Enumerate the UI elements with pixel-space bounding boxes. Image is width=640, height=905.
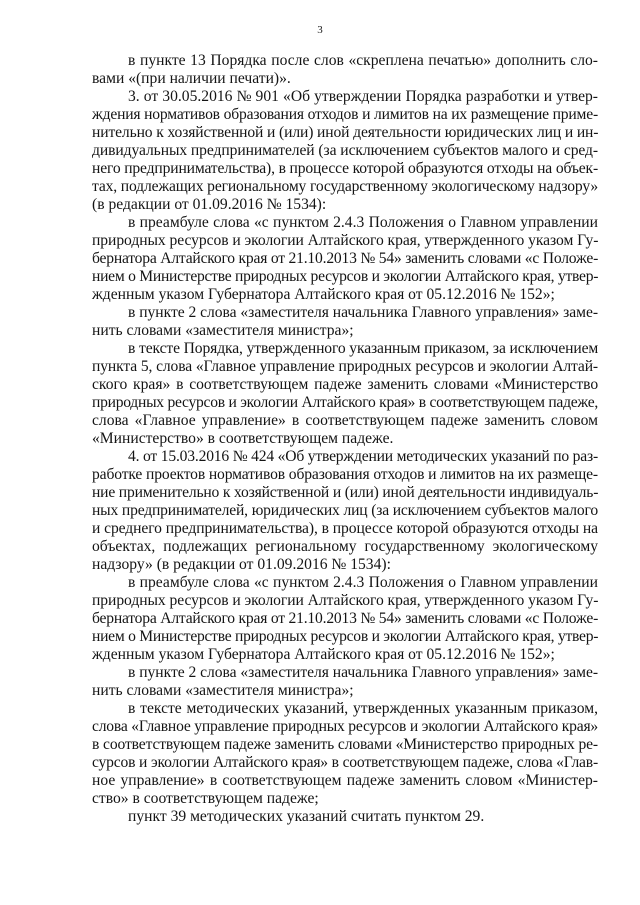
paragraph bbox=[92, 808, 598, 826]
text-line: ние применительно к хозяйственной и (или) иной деятельности индивидуаль- bbox=[92, 484, 599, 501]
page-number: 3 bbox=[317, 24, 323, 36]
text-line: в соответствующем падеже заменить словами «Министерство природных ре- bbox=[92, 736, 598, 753]
text-line: в пункте 2 слова «заместителя начальника Главного управления» заме- bbox=[128, 664, 599, 681]
text-line: нием о Министерстве природных ресурсов и экологии Алтайского края, утвер- bbox=[92, 628, 599, 645]
text-line: ных предпринимателей, юридических лиц (за исключением субъектов малого bbox=[92, 502, 598, 519]
paragraph bbox=[92, 700, 598, 808]
text-line: нительно к хозяйственной и (или) иной деятельности юридических лиц и ин- bbox=[92, 124, 599, 141]
paragraph bbox=[92, 52, 598, 88]
text-line: природных ресурсов и экологии Алтайского края» в соответствующем падеже, bbox=[92, 394, 598, 411]
text-line: него предпринимательства), в процессе которой образуются отходы на объек- bbox=[92, 160, 599, 177]
text-line: в пункте 13 Порядка после слов «скреплена печатью» дополнить сло- bbox=[128, 52, 598, 69]
text-line: пункта 5, слова «Главное управление природных ресурсов и экологии Алтай- bbox=[92, 358, 598, 375]
text-line: слова «Главное управление» в соответствующем падеже заменить словом bbox=[92, 412, 598, 429]
text-line: ное управление» в соответствующем падеже заменить словом «Министер- bbox=[92, 772, 598, 789]
text-line: бернатора Алтайского края от 21.10.2013 № 54» заменить словами «с Положе- bbox=[92, 610, 599, 627]
text-line: дивидуальных предпринимателей (за исключением субъектов малого и сред- bbox=[92, 142, 598, 159]
text-line: тах, подлежащих региональному государственному экологическому надзору» bbox=[92, 178, 598, 195]
text-line: надзору» (в редакции от 01.09.2016 № 1534): bbox=[92, 556, 391, 573]
text-line: жденным указом Губернатора Алтайского края от 05.12.2016 № 152»; bbox=[92, 646, 555, 663]
text-line: жденным указом Губернатора Алтайского края от 05.12.2016 № 152»; bbox=[92, 286, 555, 303]
text-line: в тексте Порядка, утвержденного указанным приказом, за исключением bbox=[128, 340, 599, 357]
text-line: в преамбуле слова «с пунктом 2.4.3 Положения о Главном управлении bbox=[128, 214, 598, 231]
text-line: 4. от 15.03.2016 № 424 «Об утверждении методических указаний по раз- bbox=[128, 448, 598, 465]
text-line: 3. от 30.05.2016 № 901 «Об утверждении Порядка разработки и утвер- bbox=[128, 88, 599, 105]
text-line: природных ресурсов и экологии Алтайского края, утвержденного указом Гу- bbox=[92, 232, 599, 249]
text-line: в пункте 2 слова «заместителя начальника Главного управления» заме- bbox=[128, 304, 599, 321]
text-line: ского края» в соответствующем падеже заменить словами «Министерство bbox=[92, 376, 599, 393]
text-line: слова «Главное управление природных ресурсов и экологии Алтайского края» bbox=[92, 718, 598, 735]
document-body bbox=[92, 52, 598, 826]
text-line: пункт 39 методических указаний считать пунктом 29. bbox=[128, 808, 485, 825]
paragraph bbox=[92, 664, 598, 700]
text-line: нить словами «заместителя министра»; bbox=[92, 322, 354, 339]
text-line: бернатора Алтайского края от 21.10.2013 № 54» заменить словами «с Положе- bbox=[92, 250, 599, 267]
text-line: вами «(при наличии печати)». bbox=[92, 70, 291, 87]
paragraph bbox=[92, 448, 598, 574]
text-line: работке проектов нормативов образования отходов и лимитов на их размеще- bbox=[92, 466, 598, 483]
paragraph bbox=[92, 304, 598, 340]
text-line: (в редакции от 01.09.2016 № 1534): bbox=[92, 196, 327, 213]
text-line: объектах, подлежащих региональному государственному экологическому bbox=[92, 538, 598, 555]
text-line: и среднего предпринимательства), в процессе которой образуются отходы на bbox=[92, 520, 598, 537]
text-line: ство» в соответствующем падеже; bbox=[92, 790, 319, 807]
text-line: природных ресурсов и экологии Алтайского края, утвержденного указом Гу- bbox=[92, 592, 599, 609]
paragraph bbox=[92, 214, 598, 304]
text-line: в тексте методических указаний, утвержденных указанным приказом, bbox=[128, 700, 598, 717]
text-line: сурсов и экологии Алтайского края» в соответствующем падеже, слова «Глав- bbox=[92, 754, 598, 771]
paragraph bbox=[92, 88, 598, 214]
text-line: нить словами «заместителя министра»; bbox=[92, 682, 354, 699]
text-line: ждения нормативов образования отходов и лимитов на их размещение приме- bbox=[92, 106, 598, 123]
text-line: нием о Министерстве природных ресурсов и экологии Алтайского края, утвер- bbox=[92, 268, 599, 285]
text-line: в преамбуле слова «с пунктом 2.4.3 Положения о Главном управлении bbox=[128, 574, 598, 591]
paragraph bbox=[92, 340, 598, 448]
paragraph bbox=[92, 574, 598, 664]
text-line: «Министерство» в соответствующем падеже. bbox=[92, 430, 394, 447]
